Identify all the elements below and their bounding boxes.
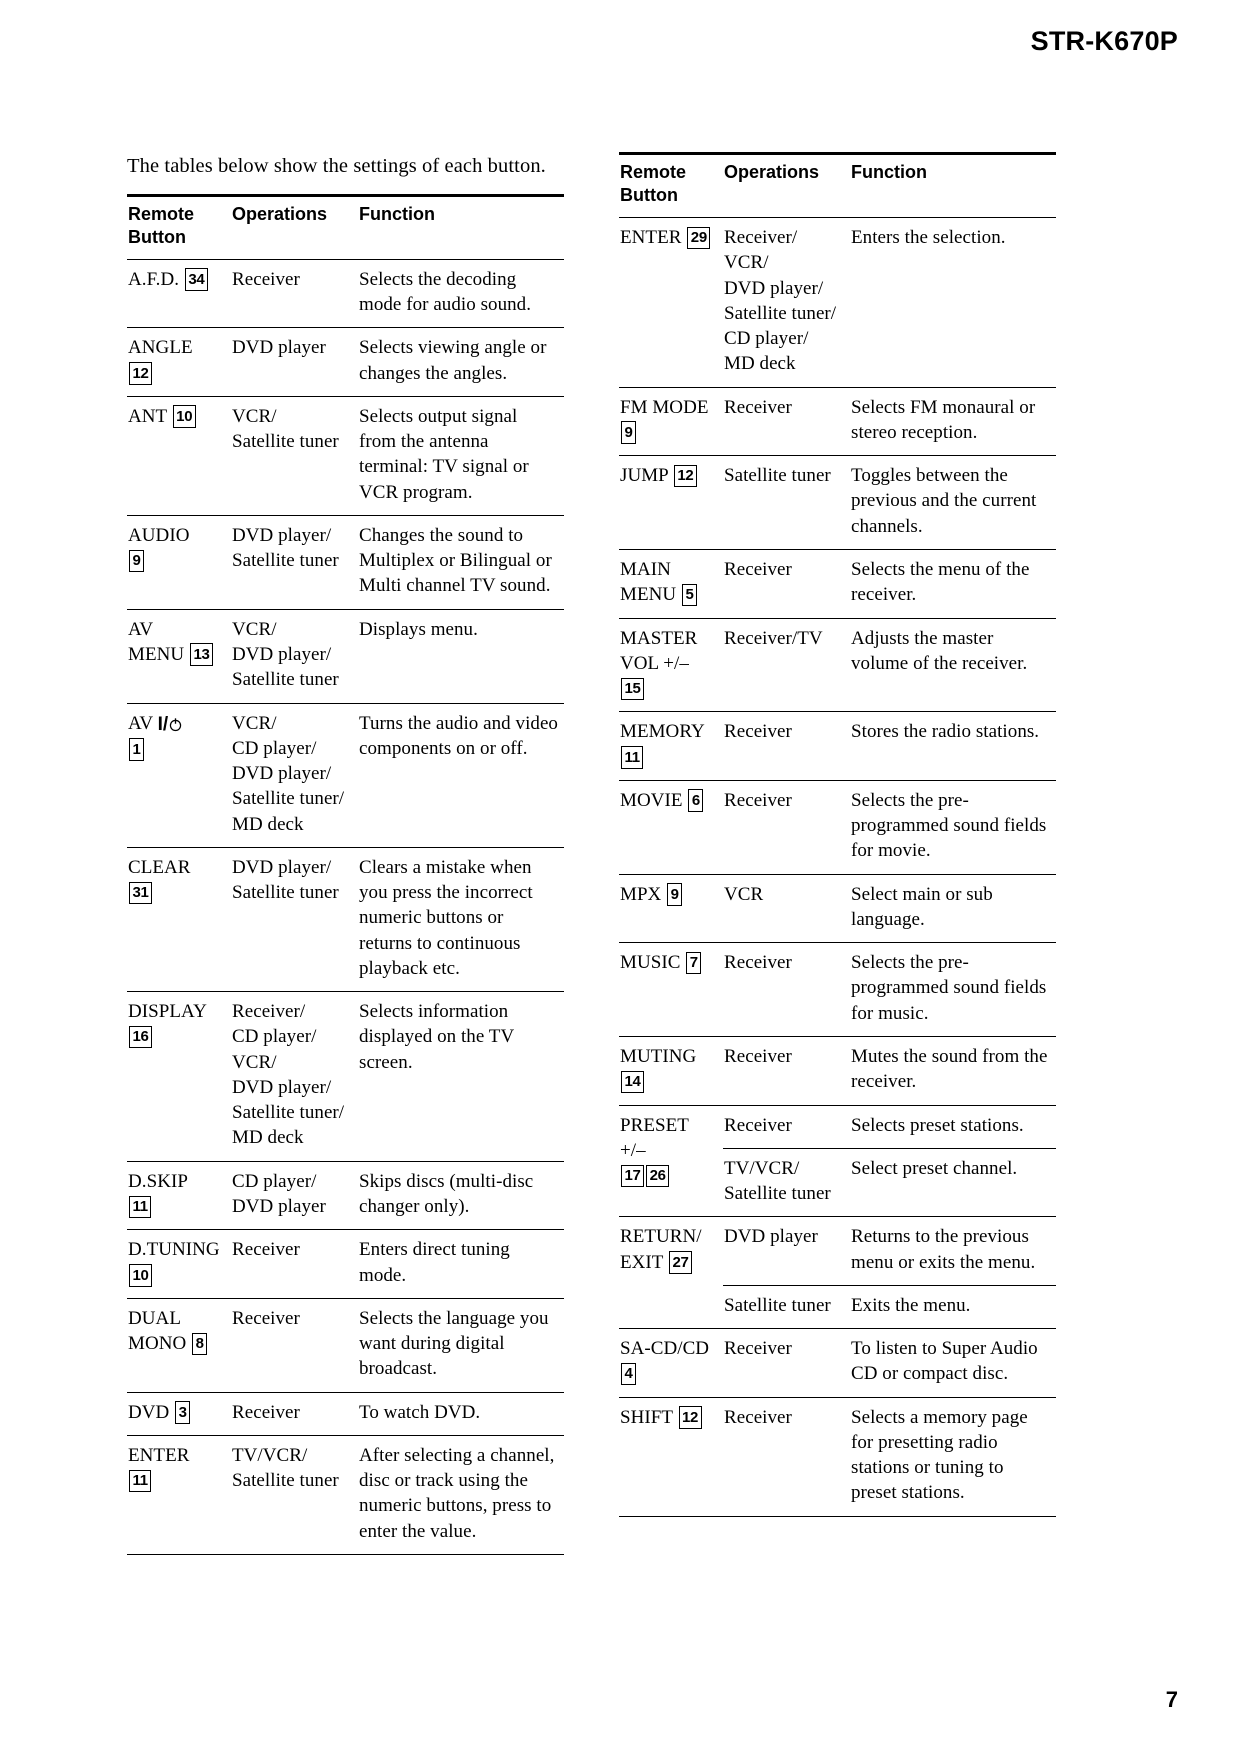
cell-remote-button: MUTING 14 <box>619 1036 723 1105</box>
callout-number: 11 <box>621 746 643 769</box>
right-column <box>619 152 1056 1517</box>
column-header-remote-button: Remote Button <box>127 195 231 259</box>
cell-function: Selects viewing angle or changes the angles. <box>358 328 564 397</box>
cell-remote-button: SHIFT 12 <box>619 1397 723 1516</box>
column-header-operations: Operations <box>231 195 358 259</box>
callout-number: 34 <box>185 268 208 291</box>
cell-function: Displays menu. <box>358 609 564 703</box>
cell-function: Returns to the previous menu or exits the menu. <box>850 1217 1056 1286</box>
cell-remote-button: FM MODE 9 <box>619 387 723 456</box>
cell-remote-button: MPX 9 <box>619 874 723 943</box>
table-row <box>619 218 1056 388</box>
power-icon: I/ <box>158 712 184 737</box>
cell-remote-button: DVD 3 <box>127 1392 231 1435</box>
table-row <box>127 515 564 609</box>
cell-function: Selects the pre-programmed sound fields for movie. <box>850 780 1056 874</box>
column-header-remote-button: Remote Button <box>619 154 723 218</box>
table-row <box>619 780 1056 874</box>
callout-number: 11 <box>129 1196 151 1219</box>
table-row <box>127 396 564 515</box>
table-body-left <box>127 259 564 1554</box>
cell-operations: DVD player <box>231 328 358 397</box>
cell-operations: Receiver <box>723 712 850 781</box>
cell-remote-button: DISPLAY 16 <box>127 992 231 1162</box>
cell-remote-button: SA-CD/CD 4 <box>619 1329 723 1398</box>
cell-operations: VCR <box>723 874 850 943</box>
cell-operations: Receiver <box>723 1105 850 1148</box>
callout-number: 12 <box>129 362 152 385</box>
table-row <box>127 1298 564 1392</box>
cell-function: Selects output signal from the antenna terminal: TV signal or VCR program. <box>358 396 564 515</box>
cell-operations: Receiver/ CD player/ VCR/ DVD player/ Satellite tuner/ MD deck <box>231 992 358 1162</box>
table-row <box>127 1392 564 1435</box>
cell-remote-button: AUDIO 9 <box>127 515 231 609</box>
cell-operations: DVD player/ Satellite tuner <box>231 515 358 609</box>
cell-function: Toggles between the previous and the current channels. <box>850 456 1056 550</box>
cell-operations: Receiver <box>723 1397 850 1516</box>
cell-function: Skips discs (multi-disc changer only). <box>358 1161 564 1230</box>
cell-function: Enters direct tuning mode. <box>358 1230 564 1299</box>
column-header-operations: Operations <box>723 154 850 218</box>
cell-remote-button: MUSIC 7 <box>619 943 723 1037</box>
table-row <box>619 943 1056 1037</box>
cell-function: Selects the menu of the receiver. <box>850 549 1056 618</box>
cell-operations: Receiver <box>231 1230 358 1299</box>
cell-function: Select main or sub language. <box>850 874 1056 943</box>
cell-remote-button: ANGLE 12 <box>127 328 231 397</box>
cell-function: After selecting a channel, disc or track using the numeric buttons, press to enter the value. <box>358 1435 564 1554</box>
callout-number: 29 <box>687 227 710 250</box>
table-row <box>127 259 564 328</box>
callout-number: 10 <box>173 405 196 428</box>
table-row <box>619 1397 1056 1516</box>
cell-remote-button: ANT 10 <box>127 396 231 515</box>
callout-number: 31 <box>129 882 152 905</box>
cell-function: Stores the radio stations. <box>850 712 1056 781</box>
table-row <box>127 992 564 1162</box>
callout-number: 14 <box>621 1071 644 1094</box>
cell-function: Adjusts the master volume of the receiver. <box>850 618 1056 712</box>
callout-number: 17 <box>621 1165 644 1188</box>
cell-operations: Satellite tuner <box>723 1285 850 1328</box>
cell-remote-button: D.TUNING 10 <box>127 1230 231 1299</box>
cell-function: Selects the pre-programmed sound fields for music. <box>850 943 1056 1037</box>
callout-number: 7 <box>686 952 701 975</box>
cell-function: Enters the selection. <box>850 218 1056 388</box>
table-row <box>619 712 1056 781</box>
cell-operations: VCR/ DVD player/ Satellite tuner <box>231 609 358 703</box>
cell-function: Select preset channel. <box>850 1148 1056 1217</box>
cell-remote-button: JUMP 12 <box>619 456 723 550</box>
cell-function: To watch DVD. <box>358 1392 564 1435</box>
cell-operations: Receiver <box>723 1036 850 1105</box>
table-row <box>619 1329 1056 1398</box>
intro-paragraph: The tables below show the settings of each button. <box>127 155 546 177</box>
cell-function: Clears a mistake when you press the incorrect numeric buttons or returns to continuous playback etc. <box>358 847 564 991</box>
table-row <box>619 1036 1056 1105</box>
table-row <box>619 456 1056 550</box>
cell-operations: Receiver/ VCR/ DVD player/ Satellite tuner/ CD player/ MD deck <box>723 218 850 388</box>
cell-operations: VCR/ Satellite tuner <box>231 396 358 515</box>
table-row <box>619 1105 1056 1148</box>
table-row <box>619 387 1056 456</box>
cell-operations: Receiver <box>231 259 358 328</box>
table-row <box>127 847 564 991</box>
cell-remote-button: MAIN MENU 5 <box>619 549 723 618</box>
page-number: 7 <box>1165 1687 1178 1712</box>
callout-number: 1 <box>129 738 144 761</box>
cell-remote-button: CLEAR 31 <box>127 847 231 991</box>
column-header-function: Function <box>358 195 564 259</box>
callout-number: 11 <box>129 1470 151 1493</box>
cell-operations: TV/VCR/ Satellite tuner <box>231 1435 358 1554</box>
cell-operations: Receiver <box>231 1298 358 1392</box>
cell-remote-button: MEMORY 11 <box>619 712 723 781</box>
table-row <box>619 874 1056 943</box>
callout-number: 6 <box>688 789 703 812</box>
cell-operations: TV/VCR/ Satellite tuner <box>723 1148 850 1217</box>
table-row <box>127 609 564 703</box>
cell-operations: Receiver <box>723 780 850 874</box>
callout-number: 12 <box>674 465 697 488</box>
cell-operations: CD player/ DVD player <box>231 1161 358 1230</box>
callout-number: 8 <box>192 1333 207 1356</box>
callout-number: 3 <box>175 1401 190 1424</box>
remote-button-table-left <box>127 194 564 1555</box>
cell-remote-button: PRESET +/– 17 26 <box>619 1105 723 1217</box>
callout-number: 5 <box>682 584 697 607</box>
cell-function: To listen to Super Audio CD or compact disc. <box>850 1329 1056 1398</box>
cell-remote-button: D.SKIP 11 <box>127 1161 231 1230</box>
cell-operations: Receiver/TV <box>723 618 850 712</box>
table-row <box>619 549 1056 618</box>
callout-number: 4 <box>621 1363 636 1386</box>
callout-number: 15 <box>621 678 644 701</box>
table-row <box>127 328 564 397</box>
remote-button-table-right <box>619 152 1056 1517</box>
cell-operations: Receiver <box>723 943 850 1037</box>
cell-remote-button: AV MENU 13 <box>127 609 231 703</box>
cell-operations: Receiver <box>723 387 850 456</box>
cell-function: Changes the sound to Multiplex or Bilingual or Multi channel TV sound. <box>358 515 564 609</box>
cell-remote-button: RETURN/ EXIT 27 <box>619 1217 723 1329</box>
table-row <box>127 1435 564 1554</box>
cell-operations: DVD player/ Satellite tuner <box>231 847 358 991</box>
cell-remote-button: MOVIE 6 <box>619 780 723 874</box>
cell-remote-button: MASTER VOL +/– 15 <box>619 618 723 712</box>
callout-number: 16 <box>129 1026 152 1049</box>
cell-function: Mutes the sound from the receiver. <box>850 1036 1056 1105</box>
cell-function: Selects a memory page for presetting radio stations or tuning to preset stations. <box>850 1397 1056 1516</box>
callout-number: 10 <box>129 1264 152 1287</box>
callout-number: 13 <box>190 643 213 666</box>
callout-number: 27 <box>669 1251 692 1274</box>
table-body-right <box>619 218 1056 1517</box>
table-row <box>619 618 1056 712</box>
cell-function: Selects the language you want during digital broadcast. <box>358 1298 564 1392</box>
cell-remote-button: ENTER 29 <box>619 218 723 388</box>
cell-function: Selects the decoding mode for audio sound. <box>358 259 564 328</box>
cell-operations: Receiver <box>723 1329 850 1398</box>
table-row <box>127 1161 564 1230</box>
cell-function: Selects FM monaural or stereo reception. <box>850 387 1056 456</box>
cell-remote-button: ENTER 11 <box>127 1435 231 1554</box>
cell-function: Exits the menu. <box>850 1285 1056 1328</box>
table-row <box>619 1217 1056 1286</box>
cell-operations: Satellite tuner <box>723 456 850 550</box>
cell-operations: Receiver <box>723 549 850 618</box>
table-row <box>127 1230 564 1299</box>
cell-remote-button: AV I/ 1 <box>127 703 231 847</box>
callout-number: 9 <box>129 550 144 573</box>
callout-number: 9 <box>621 421 636 444</box>
table-row <box>127 703 564 847</box>
cell-remote-button: A.F.D. 34 <box>127 259 231 328</box>
callout-number: 9 <box>667 883 682 906</box>
page-header-model: STR-K670P <box>1030 26 1178 56</box>
cell-remote-button: DUAL MONO 8 <box>127 1298 231 1392</box>
callout-number: 12 <box>679 1406 702 1429</box>
cell-operations: Receiver <box>231 1392 358 1435</box>
table-header-row <box>127 195 564 259</box>
cell-operations: DVD player <box>723 1217 850 1286</box>
left-column <box>127 152 564 1555</box>
cell-function: Selects information displayed on the TV screen. <box>358 992 564 1162</box>
callout-number: 26 <box>646 1165 669 1188</box>
cell-function: Selects preset stations. <box>850 1105 1056 1148</box>
column-header-function: Function <box>850 154 1056 218</box>
cell-operations: VCR/ CD player/ DVD player/ Satellite tuner/ MD deck <box>231 703 358 847</box>
table-header-row <box>619 154 1056 218</box>
cell-function: Turns the audio and video components on or off. <box>358 703 564 847</box>
page-columns <box>127 152 1053 1555</box>
